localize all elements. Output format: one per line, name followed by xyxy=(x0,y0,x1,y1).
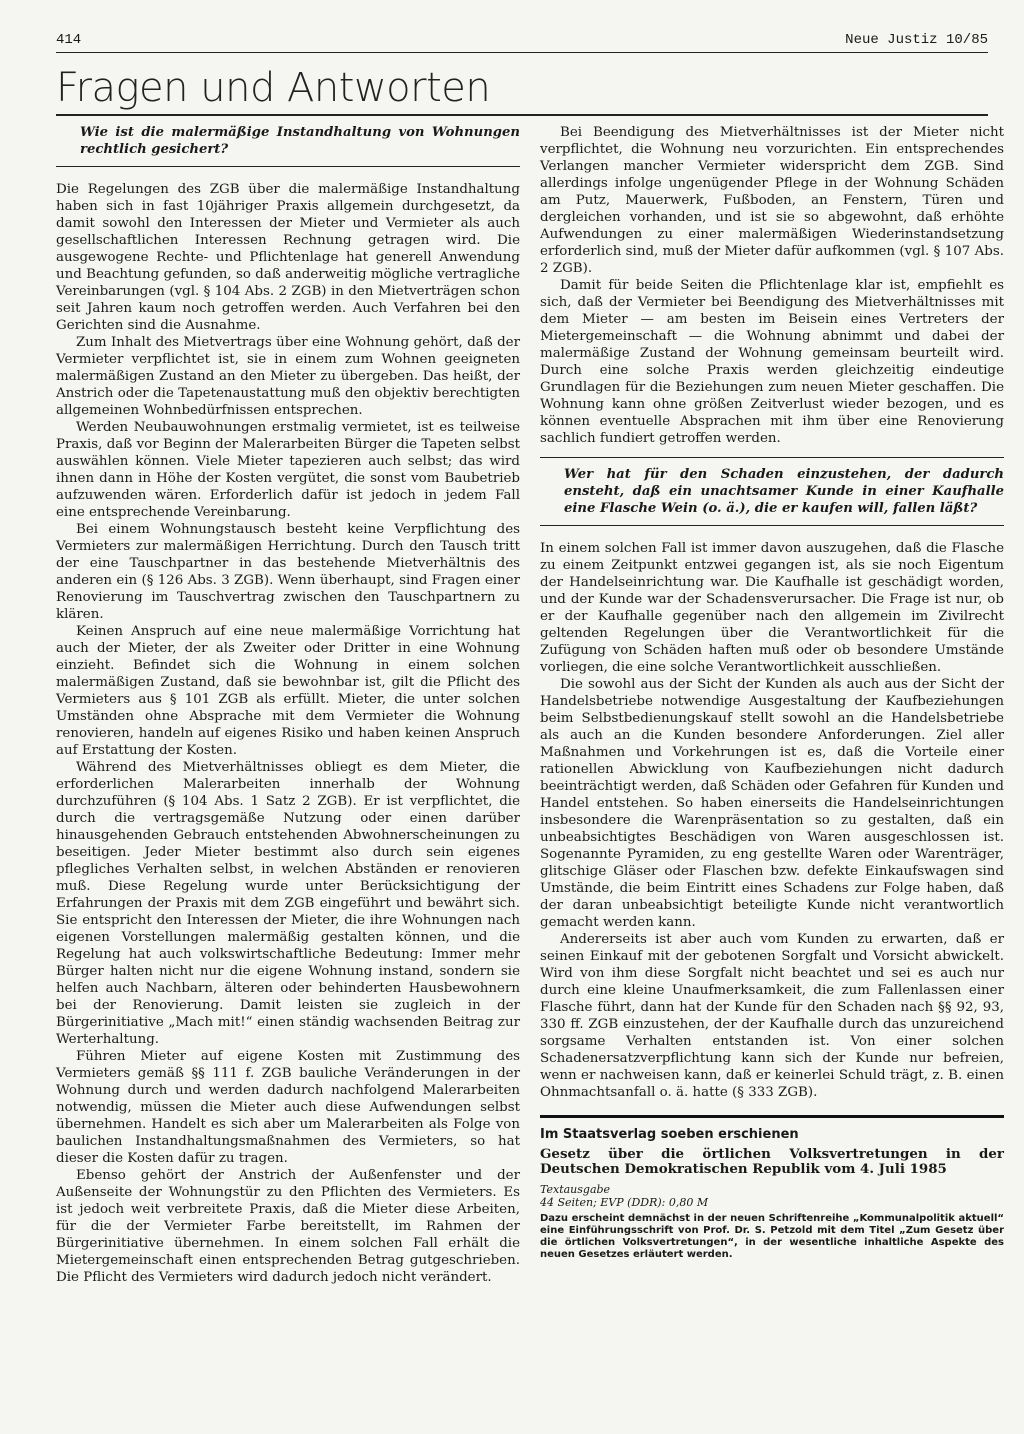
right-column xyxy=(540,124,1004,1261)
answer-1-paragraph: Zum Inhalt des Mietvertrags über eine Wohnung gehört, daß der Vermieter verpflichtet ist, sie in einem zum Wohnen geeigneten malermäßigen Zustand an den Mieter zu übergeben. Das heißt, der Anstrich oder die Tapetenaustattung muß den objektiv berechtigten allgemeinen Wohnbedürfnissen entsprechen. xyxy=(56,335,520,418)
answer-1-paragraph: Keinen Anspruch auf eine neue malermäßige Vorrichtung hat auch der Mieter, der als Zweiter oder Dritter in eine Wohnung einzieht. Befindet sich die Wohnung in einem solchen malermäßigen Zustand, daß sie bewohnbar ist, gilt die Pflicht des Vermieters aus § 101 ZGB als erfüllt. Mieter, die unter solchen Umständen ohne Absprache mit dem Vermieter die Wohnung renovieren, handeln auf eigenes Risiko und haben keinen Anspruch auf Erstattung der Kosten. xyxy=(56,624,520,758)
title-rule xyxy=(56,114,988,116)
answer-2-paragraph: Andererseits ist aber auch vom Kunden zu erwarten, daß er seinen Einkauf mit der gebotenen Sorgfalt und Vorsicht abwickelt. Wird von ihm diese Sorgfalt nicht beachtet und sei es auch nur durch eine kleine Unaufmerksamkeit, die zum Fallenlassen einer Flasche führt, dann hat der Kunde für den Schaden nach §§ 92, 93, 330 ff. ZGB einzustehen, der der Kaufhalle durch das unzureichend sorgsame Verhalten entstanden ist. Von einer solchen Schadenersatzverpflichtung kann sich der Kunde nur befreien, wenn er nachweisen kann, daß er keinerlei Schuld trägt, z. B. einen Ohnmachtsanfall o. ä. hatte (§ 333 ZGB). xyxy=(540,932,1004,1100)
answer-1-paragraph: Die Regelungen des ZGB über die malermäßige Instandhaltung haben sich in fast 10jähriger Praxis allgemein durchgesetzt, da damit sowohl den Interessen der Mieter und Vermieter als auch gesellschaftlichen Interessen Rechnung getragen wird. Die ausgewogene Rechte- und Pflichtenlage hat generell Anwendung und Beachtung gefunden, so daß anderweitig mögliche vertragliche Vereinbarungen (vgl. § 104 Abs. 2 ZGB) in den Mietverträgen schon seit Jahren kaum noch getroffen werden. Auch Verfahren bei den Gerichten sind die Ausnahme. xyxy=(56,182,520,333)
publication-details: 44 Seiten; EVP (DDR): 0,80 M xyxy=(540,1196,709,1209)
answer-1-paragraph: Damit für beide Seiten die Pflichtenlage klar ist, empfiehlt es sich, daß der Vermieter bei Beendigung des Mietverhältnisses mit dem Mieter — am besten im Beisein eines Vertreters der Mietergemeinschaft — die Wohnung abnimmt und dabei der malermäßige Zustand der Wohnung gemeinsam beurteilt wird. Durch eine solche Praxis werden gleichzeitig eindeutige Grundlagen für die Beziehungen zum neuen Mieter geschaffen. Die Wohnung kann ohne größen Zeitverlust wieder bezogen, und es können eventuelle Absprachen mit ihm über eine Renovierung sachlich fundiert getroffen werden. xyxy=(540,278,1004,446)
answer-2-paragraph: In einem solchen Fall ist immer davon auszugehen, daß die Flasche zu einem Zeitpunkt entzwei gegangen ist, als sie noch Eigentum der Handelseinrichtung war. Die Kaufhalle ist geschädigt worden, und der Kunde war der Schadensverursacher. Die Frage ist nur, ob er der Kaufhalle gegenüber nach den allgemein im Zivilrecht geltenden Regelungen über die Verantwortlichkeit für die Zufügung von Schäden haften muß oder ob besondere Umstände vorliegen, die eine solche Verantwortlichkeit ausschließen. xyxy=(540,541,1004,675)
question-1-rule xyxy=(56,166,520,167)
page-header xyxy=(56,32,988,52)
question-2-rule-top xyxy=(540,457,1004,458)
answer-1-paragraph: Während des Mietverhältnisses obliegt es dem Mieter, die erforderlichen Malerarbeiten innerhalb der Wohnung durchzuführen (§ 104 Abs. 1 Satz 2 ZGB). Er ist verpflichtet, die durch die vertragsgemäße Nutzung oder einen darüber hinausgehenden Gebrauch entstehenden Abwohnerscheinungen zu beseitigen. Jeder Mieter bestimmt also durch sein eigenes pflegliches Verhalten selbst, in welchen Abständen er renovieren muß. Diese Regelung wurde unter Berücksichtigung der Erfahrungen der Praxis mit dem ZGB eingeführt und bewährt sich. Sie entspricht den Interessen der Mieter, die ihre Wohnungen nach eigenen Vorstellungen malermäßig gestalten können, und die Regelung hat auch volkswirtschaftliche Bedeutung: Immer mehr Bürger halten nicht nur die eigene Wohnung instand, sondern sie helfen auch Nachbarn, älteren oder behinderten Hausbewohnern bei der Renovierung. Damit leisten sie zugleich in der Bürgerinitiative „Mach mit!“ einen ständig wachsenden Beitrag zur Werterhaltung. xyxy=(56,760,520,1047)
question-1: Wie ist die malermäßige Instandhaltung von Wohnungen rechtlich gesichert? xyxy=(80,125,520,157)
answer-1-paragraph: Werden Neubauwohnungen erstmalig vermietet, ist es teilweise Praxis, daß vor Beginn der Malerarbeiten Bürger die Tapeten selbst auswählen können. Viele Mieter tapezieren auch selbst; das wird ihnen dann in Höhe der Kosten vergütet, die sonst vom Baubetrieb aufzuwenden wären. Erforderlich dafür ist jedoch in jedem Fall eine entsprechende Vereinbarung. xyxy=(56,420,520,520)
section-title: Fragen und Antworten xyxy=(56,65,491,111)
publication-description: Dazu erscheint demnächst in der neuen Schriftenreihe „Kommunalpolitik aktuell“ eine Einführungsschrift von Prof. Dr. S. Petzold mit dem Titel „Zum Gesetz über die örtlichen Volksvertretungen“, in der wesentliche inhaltliche Aspekte des neuen Gesetzes erläutert werden. xyxy=(540,1213,1004,1260)
publication-rule xyxy=(540,1115,1004,1118)
answer-1-paragraph: Ebenso gehört der Anstrich der Außenfenster und der Außenseite der Wohnungstür zu den Pflichten des Vermieters. Es ist jedoch weit verbreitete Praxis, daß die Mieter diese Arbeiten, für die der Vermieter Farbe bereitstellt, im Rahmen der Bürgerinitiative übernehmen. In einem solchen Fall erhält die Mietergemeinschaft einen entsprechenden Betrag gutgeschrieben. Die Pflicht des Vermieters wird dadurch jedoch nicht verändert. xyxy=(56,1168,520,1285)
question-2: Wer hat für den Schaden einzustehen, der dadurch ensteht, daß ein unachtsamer Kunde in einer Kaufhalle eine Flasche Wein (o. ä.), die er kaufen will, fallen läßt? xyxy=(564,467,1004,516)
publication-title: Gesetz über die örtlichen Volksvertretungen in der Deutschen Demokratischen Republik vom 4. Juli 1985 xyxy=(540,1146,1004,1177)
answer-2-paragraph: Die sowohl aus der Sicht der Kunden als auch aus der Sicht der Handelsbetriebe notwendige Ausgestaltung der Kaufbeziehungen beim Selbstbedienungskauf stellt sowohl an die Handelsbetriebe als auch an die Kunden besondere Anforderungen. Ziel aller Maßnahmen und Vorkehrungen ist es, daß die Vorteile einer rationellen Abwicklung von Kaufbeziehungen nicht dadurch beeinträchtigt werden, daß Schäden oder Gefahren für Kunden und Handel entstehen. So haben einerseits die Handelseinrichtungen insbesondere die Warenpräsentation so zu gestalten, daß ein unbeabsichtigtes Beschädigen von Waren ausgeschlossen ist. Sogenannte Pyramiden, zu eng gestellte Waren oder Warenträger, glitschige Gläser oder Flaschen bzw. defekte Einkaufswagen sind Umstände, die beim Eintritt eines Schadens zur Folge haben, daß der daran unbeabsichtigt beteiligte Kunde nicht verantwortlich gemacht werden kann. xyxy=(540,677,1004,930)
page-number: 414 xyxy=(56,32,82,48)
question-2-rule xyxy=(540,525,1004,526)
publication-kicker: Im Staatsverlag soeben erschienen xyxy=(540,1127,799,1142)
answer-1-paragraph: Bei Beendigung des Mietverhältnisses ist der Mieter nicht verpflichtet, die Wohnung neu vorzurichten. Ein entsprechendes Verlangen mancher Vermieter widerspricht dem ZGB. Sind allerdings infolge ungenügender Pflege in der Wohnung Schäden am Putz, Mauerwerk, Fußboden, an Fenstern, Türen und dergleichen vorhanden, und ist sie so abgewohnt, daß erhöhte Aufwendungen zu einer malermäßigen Wiederinstandsetzung erforderlich sind, muß der Mieter dafür aufkommen (vgl. § 107 Abs. 2 ZGB). xyxy=(540,125,1004,276)
journal-issue: Neue Justiz 10/85 xyxy=(845,32,988,48)
publication-edition: Textausgabe xyxy=(540,1183,611,1196)
answer-1-paragraph: Führen Mieter auf eigene Kosten mit Zustimmung des Vermieters gemäß §§ 111 f. ZGB bauliche Veränderungen in der Wohnung durch und werden dadurch nachfolgend Malerarbeiten notwendig, müssen die Mieter auch diese Aufwendungen selbst übernehmen. Handelt es sich aber um Malerarbeiten als Folge von baulichen Instandhaltungsmaßnahmen des Vermieters, so hat dieser die Kosten dafür zu tragen. xyxy=(56,1049,520,1166)
header-rule xyxy=(56,52,988,53)
left-column xyxy=(56,124,520,1286)
answer-1-paragraph: Bei einem Wohnungstausch besteht keine Verpflichtung des Vermieters zur malermäßigen Herrichtung. Durch den Tausch tritt der eine Tauschpartner in das bestehende Mietverhältnis des anderen ein (§ 126 Abs. 3 ZGB). Wenn überhaupt, sind Fragen einer Renovierung im Tauschvertrag zwischen den Tauschpartnern zu klären. xyxy=(56,522,520,622)
